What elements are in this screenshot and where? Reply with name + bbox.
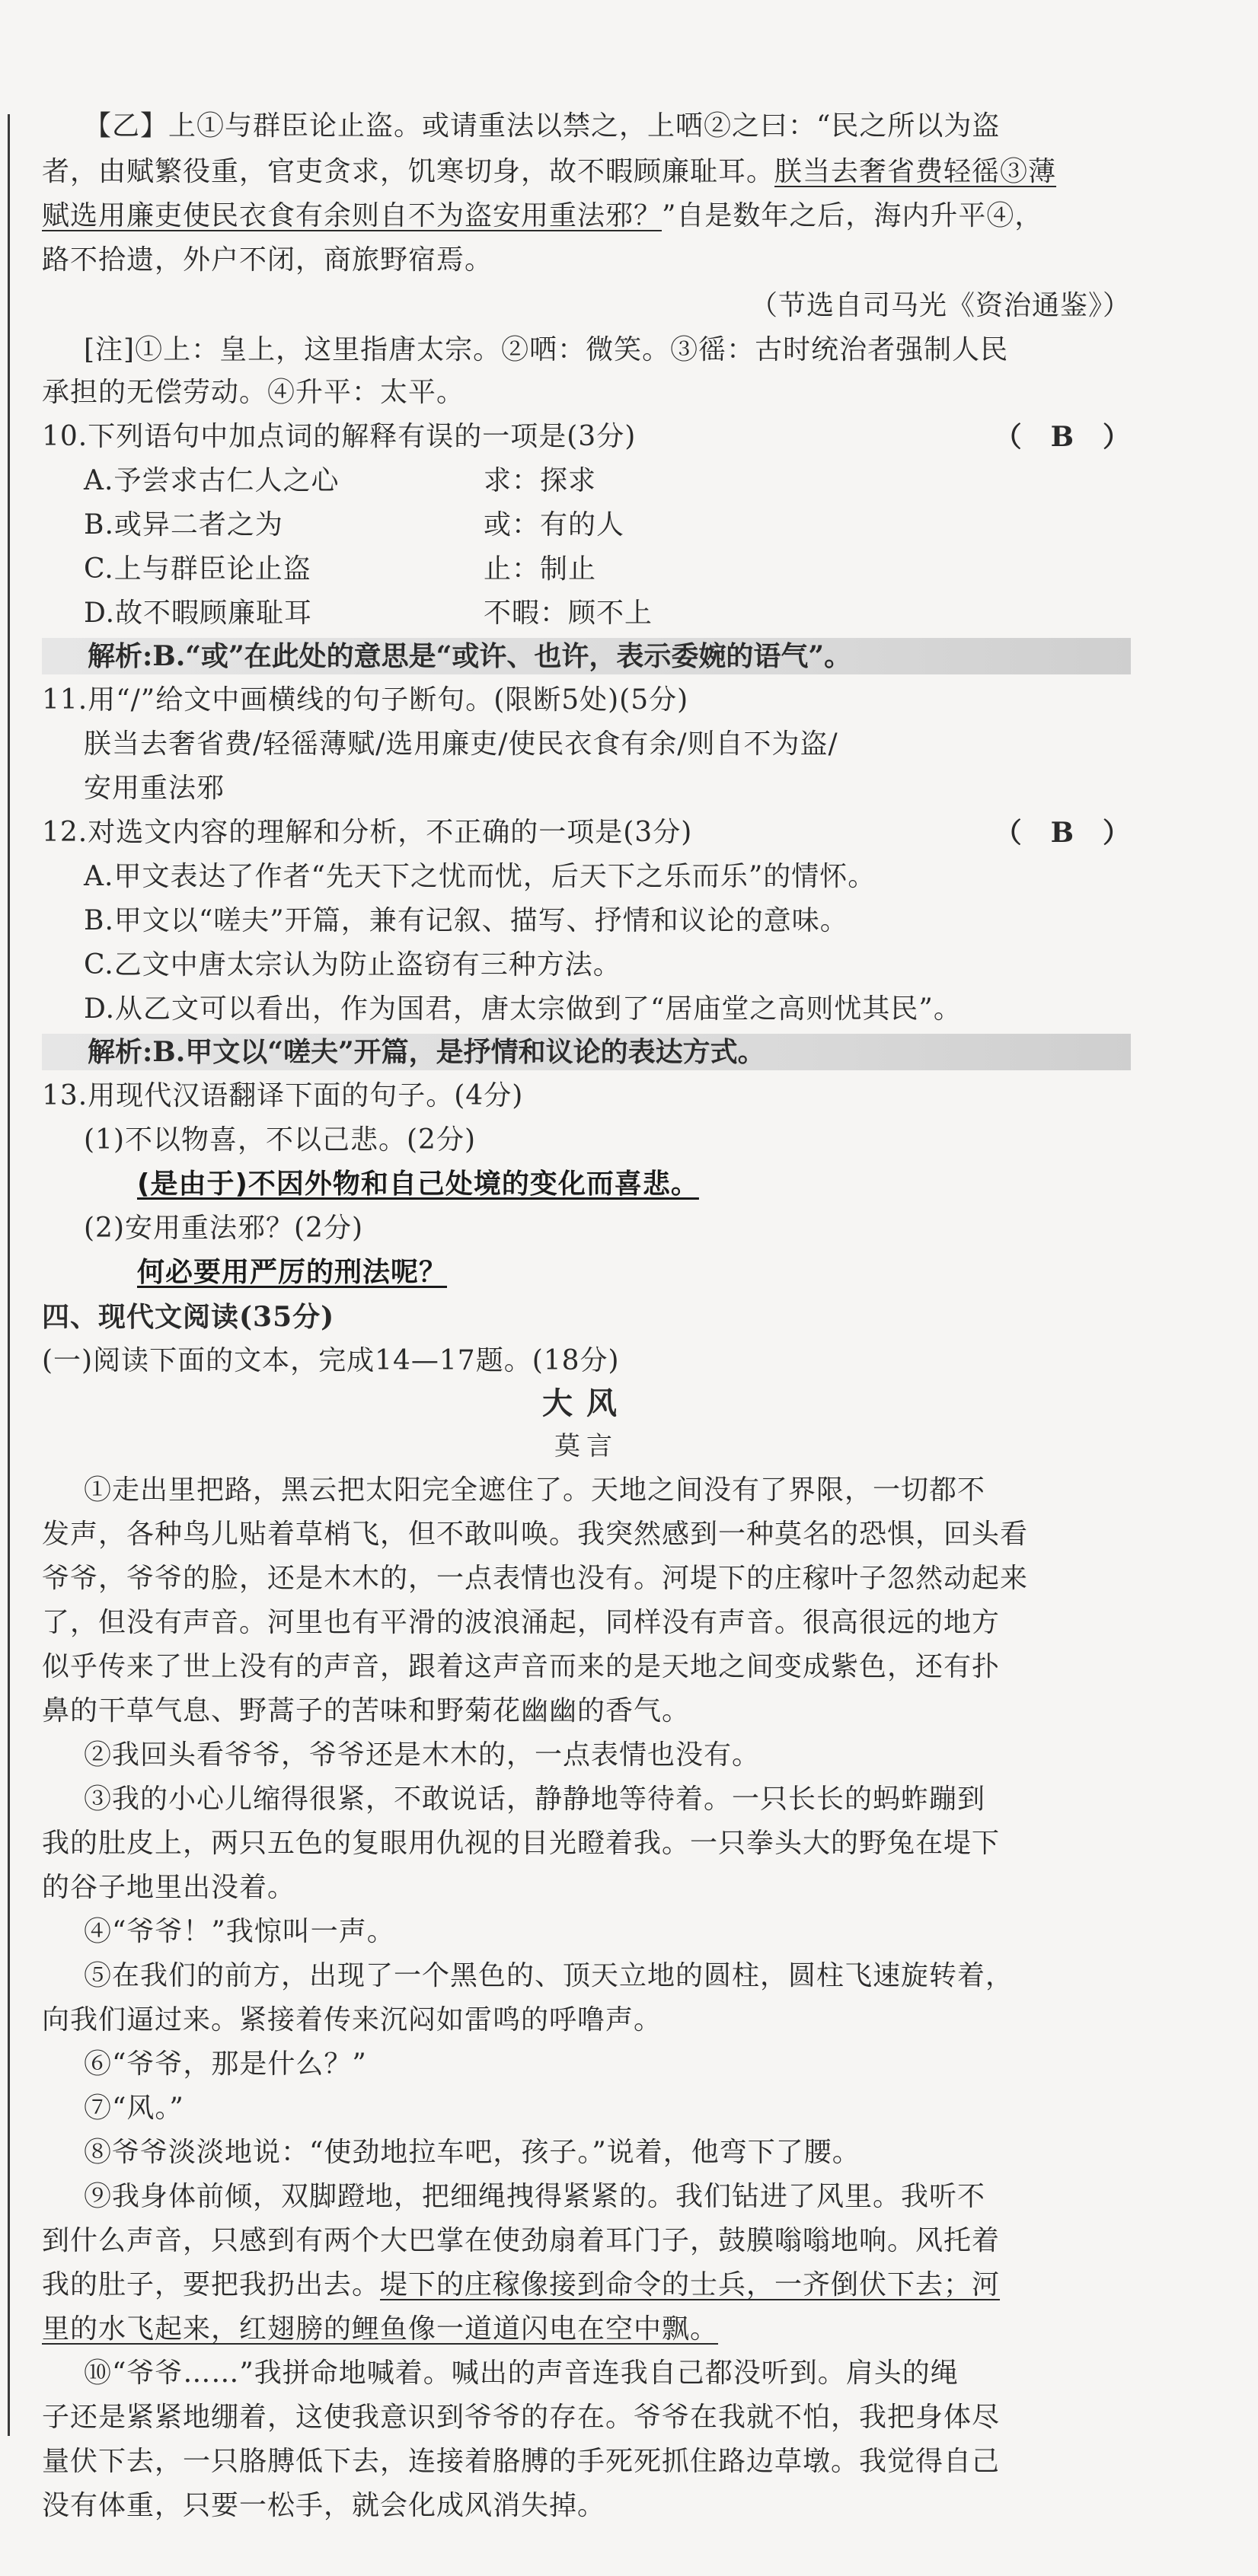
source-citation: （节选自司马光《资治通鉴》） xyxy=(749,290,1131,321)
analysis-band xyxy=(42,638,1131,674)
margin-rule xyxy=(8,114,10,2436)
underlined-sentence: 赋选用廉吏使民衣食有余则自不为盗安用重法邪？ xyxy=(42,200,663,231)
sub-question: (1)不以物喜，不以己悲。(2分) xyxy=(84,1124,476,1156)
passage-text: 者，由赋繁役重，官吏贪求，饥寒切身，故不暇顾廉耻耳。 xyxy=(42,156,775,187)
story-line: 向我们逼过来。紧接着传来沉闷如雷鸣的呼噜声。 xyxy=(42,2004,663,2036)
story-line: 子还是紧紧地绷着，这使我意识到爷爷的存在。爷爷在我就不怕，我把身体尽 xyxy=(42,2402,1001,2433)
question-stem: 12.对选文内容的理解和分析，不正确的一项是(3分) xyxy=(42,817,693,848)
story-line xyxy=(42,2265,1000,2305)
story-line: ⑤在我们的前方，出现了一个黑色的、顶天立地的圆柱，圆柱飞速旋转着， xyxy=(84,1960,1014,1991)
question-stem: 10.下列语句中加点词的解释有误的一项是(3分) xyxy=(42,421,637,452)
story-line: 发声，各种鸟儿贴着草梢飞，但不敢叫唤。我突然感到一种莫名的恐惧，回头看 xyxy=(42,1519,1029,1550)
question-stem: 13.用现代汉语翻译下面的句子。(4分) xyxy=(42,1080,524,1111)
story-line: ⑦“风。” xyxy=(84,2093,184,2124)
handwritten-answer-row xyxy=(137,1165,699,1204)
option-b: B.甲文以“嗟夫”开篇，兼有记叙、描写、抒情和议论的意味。 xyxy=(84,905,848,936)
passage-line xyxy=(42,196,1042,236)
story-line: ②我回头看爷爷，爷爷还是木木的，一点表情也没有。 xyxy=(84,1739,761,1771)
option-d-gloss: 不暇：顾不上 xyxy=(484,598,653,629)
underlined-sentence: 朕当去奢省费轻徭③薄 xyxy=(774,156,1057,187)
story-line: 量伏下去，一只胳膊低下去，连接着胳膊的手死死抓住路边草墩。我觉得自己 xyxy=(42,2446,1001,2477)
handwritten-answer: 何必要用严厉的刑法呢？ xyxy=(137,1257,448,1288)
underlined-sentence: 堤下的庄稼像接到命令的士兵，一齐倒伏下去；河 xyxy=(380,2269,1001,2300)
story-line: 了，但没有声音。河里也有平滑的波浪涌起，同样没有声音。很高很远的地方 xyxy=(42,1607,1001,1638)
option-a: A.甲文表达了作者“先天下之忧而忧，后天下之乐而乐”的情怀。 xyxy=(84,861,876,892)
option-c-gloss: 止：制止 xyxy=(484,553,597,585)
option-c: C.乙文中唐太宗认为防止盗窃有三种方法。 xyxy=(84,949,621,980)
story-line: 鼻的干草气息、野蒿子的苦味和野菊花幽幽的香气。 xyxy=(42,1695,691,1726)
handwritten-answer-row xyxy=(137,1253,447,1293)
section-subheading: (一)阅读下面的文本，完成14—17题。(18分) xyxy=(42,1345,620,1376)
option-d: D.从乙文可以看出，作为国君，唐太宗做到了“居庙堂之高则忧其民”。 xyxy=(84,993,962,1025)
option-a-gloss: 求：探求 xyxy=(484,465,597,496)
passage-text: ”自是数年之后，海内升平④， xyxy=(662,200,1043,231)
answer-bracket: （ B ） xyxy=(994,817,1131,849)
article-title: 大风 xyxy=(542,1385,631,1421)
story-line: 似乎传来了世上没有的声音，跟着这声音而来的是天地之间变成紫色，还有扑 xyxy=(42,1651,1001,1682)
sub-question: (2)安用重法邪？(2分) xyxy=(84,1213,363,1244)
story-line xyxy=(42,2310,718,2349)
story-line: ④“爷爷！”我惊叫一声。 xyxy=(84,1916,395,1947)
answer-bracket: （ B ） xyxy=(994,421,1131,453)
question-stem: 11.用“/”给文中画横线的句子断句。(限断5处)(5分) xyxy=(42,684,689,716)
option-d: D.故不暇顾廉耻耳 xyxy=(84,598,313,629)
handwritten-answer: (是由于)不因外物和自己处境的变化而喜悲。 xyxy=(137,1168,699,1200)
story-line: ⑧爷爷淡淡地说：“使劲地拉车吧，孩子。”说着，他弯下了腰。 xyxy=(84,2137,860,2168)
story-line: 的谷子地里出没着。 xyxy=(42,1872,296,1903)
annotation-line: 承担的无偿劳动。④升平：太平。 xyxy=(42,377,465,408)
section-heading: 四、现代文阅读(35分) xyxy=(42,1301,335,1333)
analysis-text: 解析:B.“或”在此处的意思是“或许、也许，表示委婉的语气”。 xyxy=(88,640,852,672)
answer-line: 安用重法邪 xyxy=(84,773,225,804)
story-line: 没有体重，只要一松手，就会化成风消失掉。 xyxy=(42,2490,606,2521)
passage-line: 【乙】上①与群臣论止盗。或请重法以禁之，上哂②之曰：“民之所以为盗 xyxy=(84,110,1001,142)
annotation-line: [注]①上：皇上，这里指唐太宗。②哂：微笑。③徭：古时统治者强制人民 xyxy=(84,334,1009,365)
story-line: ⑩“爷爷……”我拼命地喊着。喊出的声音连我自己都没听到。肩头的绳 xyxy=(84,2358,959,2389)
story-line: ①走出里把路，黑云把太阳完全遮住了。天地之间没有了界限，一切都不 xyxy=(84,1475,986,1506)
option-c: C.上与群臣论止盗 xyxy=(84,553,311,585)
passage-line: 路不拾遗，外户不闭，商旅野宿焉。 xyxy=(42,244,493,276)
underlined-sentence: 里的水飞起来，红翅膀的鲤鱼像一道道闪电在空中飘。 xyxy=(42,2313,719,2345)
story-text: 我的肚子，要把我扔出去。 xyxy=(42,2269,381,2300)
article-author: 莫言 xyxy=(554,1431,618,1462)
story-line: ⑥“爷爷，那是什么？” xyxy=(84,2048,367,2080)
option-b: B.或异二者之为 xyxy=(84,509,283,540)
answer-line: 朕当去奢省费/轻徭薄赋/选用廉吏/使民衣食有余/则自不为盗/ xyxy=(84,728,838,760)
story-line: 爷爷，爷爷的脸，还是木木的，一点表情也没有。河堤下的庄稼叶子忽然动起来 xyxy=(42,1563,1029,1594)
option-b-gloss: 或：有的人 xyxy=(484,509,625,540)
story-line: ③我的小心儿缩得很紧，不敢说话，静静地等待着。一只长长的蚂蚱蹦到 xyxy=(84,1784,986,1815)
story-line: 到什么声音，只感到有两个大巴掌在使劲扇着耳门子，鼓膜嗡嗡地响。风托着 xyxy=(42,2225,1001,2256)
analysis-text: 解析:B.甲文以“嗟夫”开篇，是抒情和议论的表达方式。 xyxy=(88,1036,765,1068)
passage-line xyxy=(42,152,1056,192)
story-line: ⑨我身体前倾，双脚蹬地，把细绳拽得紧紧的。我们钻进了风里。我听不 xyxy=(84,2181,986,2212)
analysis-band xyxy=(42,1034,1131,1070)
story-line: 我的肚皮上，两只五色的复眼用仇视的目光瞪着我。一只拳头大的野兔在堤下 xyxy=(42,1828,1001,1859)
option-a: A.予尝求古仁人之心 xyxy=(84,465,340,496)
